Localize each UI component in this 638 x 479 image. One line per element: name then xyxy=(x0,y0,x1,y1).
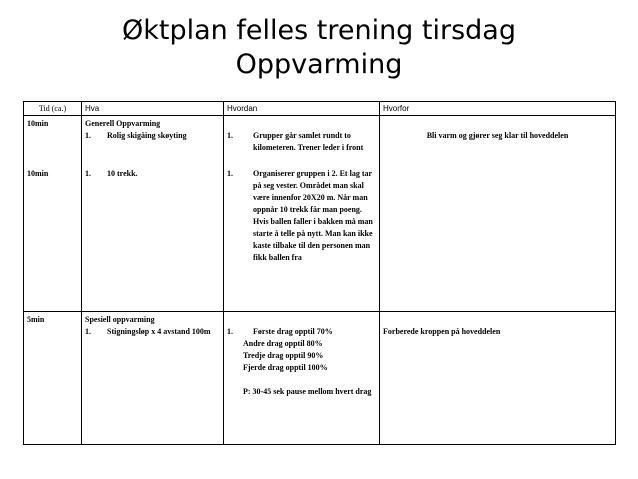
cell-hva xyxy=(82,116,224,312)
tid-general: 10min xyxy=(27,119,49,128)
list-text: Grupper går samlet rundt to kilometeren. Trener leder i front xyxy=(253,131,364,152)
list-text: 10 trekk. xyxy=(107,169,138,178)
cell-hvordan xyxy=(224,116,380,312)
list-number: 1. xyxy=(85,327,91,336)
table-row xyxy=(24,312,616,445)
hvorfor-text: Forberede kroppen på hoveddelen xyxy=(383,327,501,336)
list-item xyxy=(227,326,376,338)
list-text: Rolig skigåing skøyting xyxy=(107,131,187,140)
list-item xyxy=(85,326,220,338)
list-number: 1. xyxy=(227,131,233,140)
table-row xyxy=(24,116,616,312)
list-item xyxy=(85,130,220,142)
table-header-row xyxy=(24,102,616,116)
list-number: 1. xyxy=(85,169,91,178)
list-text: Organiserer gruppen i 2. Et lag tar på seg vester. Området man skal være innenfor 20X20 m. Når man oppnår 10 trekk får man poeng. Hvis ballen faller i bakken må man starte å telle på nytt. Man kan ikke kaste tilbake til den personen man fikk ballen fra xyxy=(253,169,373,262)
hvordan-line: Fjerde drag opptil 100% xyxy=(243,363,328,372)
cell-hvorfor xyxy=(380,116,616,312)
list-text: Første drag opptil 70% xyxy=(253,327,333,336)
hvorfor-text: Bli varm og gjører seg klar til hoveddelen xyxy=(426,131,569,140)
cell-hvorfor xyxy=(380,312,616,445)
cell-tid xyxy=(24,116,82,312)
cell-hva xyxy=(82,312,224,445)
list-number: 1. xyxy=(85,131,91,140)
list-number: 1. xyxy=(227,327,233,336)
hva-heading: Generell Oppvarming xyxy=(85,119,161,128)
list-item xyxy=(227,130,376,154)
list-number: 1. xyxy=(227,169,233,178)
list-text: Stigningsløp x 4 avstand 100m xyxy=(107,327,211,336)
workout-plan-table xyxy=(23,101,616,445)
hvordan-line: Andre drag opptil 80% xyxy=(243,339,323,348)
header-hva: Hva xyxy=(82,102,224,116)
tid-trekk: 10min xyxy=(27,169,49,178)
cell-hvordan xyxy=(224,312,380,445)
title-line-2: Oppvarming xyxy=(235,49,403,80)
list-item xyxy=(85,168,220,180)
title-line-1: Øktplan felles trening tirsdag xyxy=(122,15,516,46)
header-hvorfor: Hvorfor xyxy=(380,102,616,116)
list-item xyxy=(227,168,376,264)
cell-tid xyxy=(24,312,82,445)
header-tid: Tid (ca.) xyxy=(24,102,82,116)
header-hvordan: Hvordan xyxy=(224,102,380,116)
pause-text: P: 30-45 sek pause mellom hvert drag xyxy=(243,387,372,396)
hvordan-line: Tredje drag opptil 90% xyxy=(243,351,324,360)
tid-special: 5min xyxy=(27,315,45,324)
slide-title xyxy=(0,14,638,82)
hva-heading: Spesiell oppvarming xyxy=(85,315,155,324)
